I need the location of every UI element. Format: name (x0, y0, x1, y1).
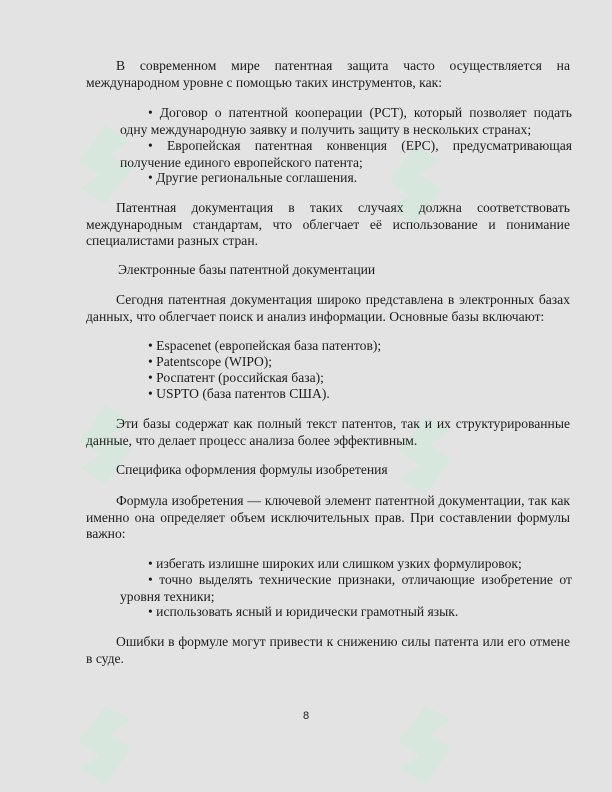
list-item: • Другие региональные соглашения. (148, 170, 358, 185)
list-item: • использовать ясный и юридически грамотный язык. (148, 604, 459, 619)
db-outro-paragraph: Эти базы содержат как полный текст патентов, так и их структурированные данные, что делает процесс анализа более эффективным. (86, 416, 570, 448)
watermark-mark (390, 700, 460, 790)
list-item: • Европейская патентная конвенция (EPC), предусматривающая получение единого европейского патента; (120, 138, 572, 170)
list-item: • Роспатент (российская база); (148, 370, 324, 385)
standards-paragraph: Патентная документация в таких случаях должна соответствовать международным стандартам, что облегчает её использование и понимание специалистами разных стран. (86, 200, 570, 249)
section-heading: Специфика оформления формулы изобретения (116, 462, 388, 477)
list-item: • Договор о патентной кооперации (PCT), который позволяет подать одну международную заявку и получить защиту в нескольких странах; (120, 105, 572, 137)
list-item: • избегать излишне широких или слишком узких формулировок; (148, 556, 522, 571)
watermark-mark (70, 700, 140, 790)
page-number: 8 (302, 710, 310, 722)
db-intro-paragraph: Сегодня патентная документация широко представлена в электронных базах данных, что облегчает поиск и анализ информации. Основные базы включают: (86, 292, 570, 324)
section-heading: Электронные базы патентной документации (118, 262, 376, 277)
list-item: • USPTO (база патентов США). (148, 386, 330, 401)
claims-intro-paragraph: Формула изобретения — ключевой элемент патентной документации, так как именно она определяет объем исключительных прав. При составлении формулы важно: (86, 493, 570, 542)
list-item: • точно выделять технические признаки, отличающие изобретение от уровня техники; (120, 572, 572, 604)
errors-paragraph: Ошибки в формуле могут привести к снижению силы патента или его отмене в суде. (86, 634, 570, 666)
list-item: • Espacenet (европейская база патентов); (148, 338, 382, 353)
intro-paragraph: В современном мире патентная защита часто осуществляется на международном уровне с помощью таких инструментов, как: (86, 58, 570, 90)
list-item: • Patentscope (WIPO); (148, 354, 273, 369)
